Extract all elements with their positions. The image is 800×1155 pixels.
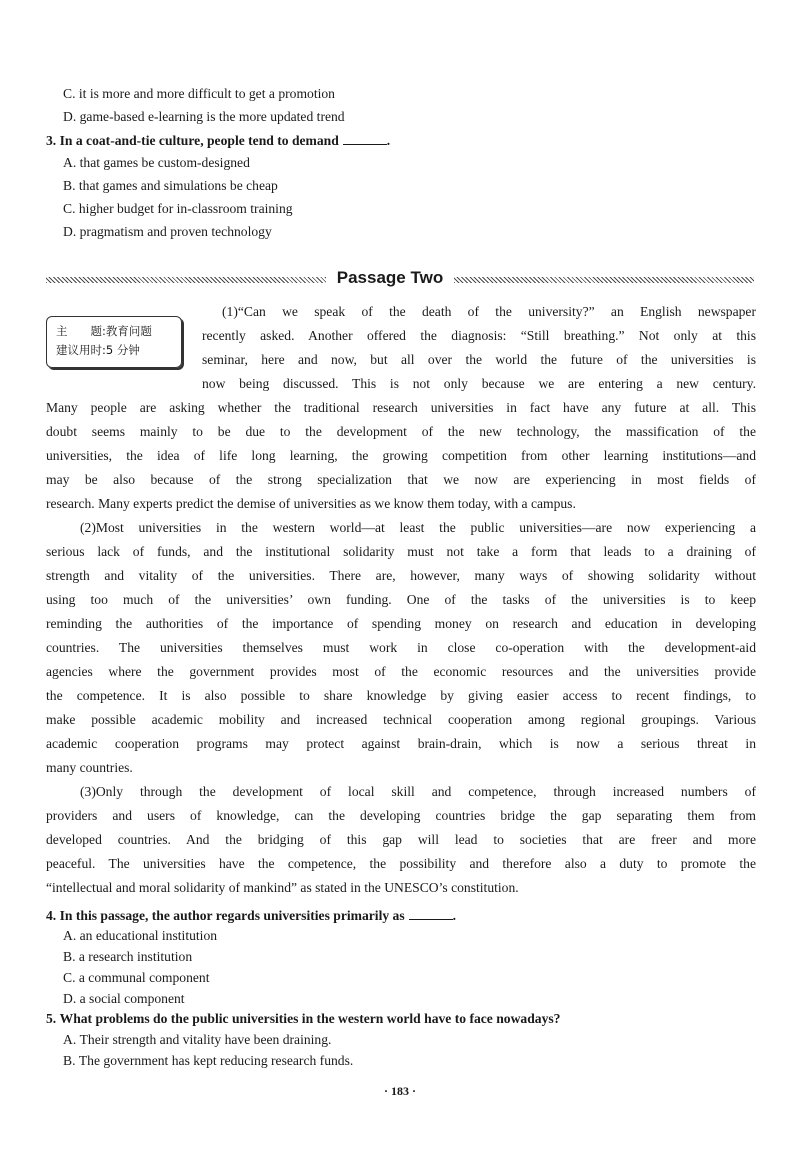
passage-line: academic cooperation programs may protect against brain-drain, which is now a serious threat in	[46, 736, 756, 751]
question-4: 4. In this passage, the author regards universities primarily as .	[46, 908, 457, 923]
passage-line: research. Many experts predict the demise of universities as we know them today, with a campus.	[46, 496, 576, 511]
q3-option-d: D. pragmatism and proven technology	[63, 224, 272, 239]
passage-line: using too much of the universities’ own funding. One of the tasks of the universities is to keep	[46, 592, 756, 607]
passage-line: peaceful. The universities have the competence, the possibility and therefore also a duty to promote the	[46, 856, 756, 871]
question-3: 3. In a coat-and-tie culture, people tend to demand .	[46, 133, 391, 148]
passage-line: universities, the idea of life long learning, the growing competition from other learning institutions—and	[46, 448, 756, 463]
passage-line: countries. The universities themselves must work in close co-operation with the development-aid	[46, 640, 756, 655]
passage-line: agencies where the government provides most of the economic resources and the universities provide	[46, 664, 756, 679]
passage-line: serious lack of funds, and the institutional solidarity must not take a form that leads to a draining of	[46, 544, 756, 559]
passage-line: (3)Only through the development of local skill and competence, through increased numbers of	[80, 784, 756, 799]
passage-line: seminar, here and now, but all over the world the future of the universities is	[202, 352, 756, 367]
passage-line: the competence. It is also possible to share knowledge by giving easier access to recent findings, to	[46, 688, 756, 703]
hatch-divider-right	[454, 277, 754, 283]
page-number: · 183 ·	[383, 1084, 416, 1098]
q2-option-c: C. it is more and more difficult to get a promotion	[63, 86, 335, 101]
q4-option-a: A. an educational institution	[63, 928, 218, 943]
section-title: Passage Two	[336, 268, 444, 287]
topic-row: 主 题:教育问题	[56, 324, 152, 338]
passage-line: (1)“Can we speak of the death of the university?” an English newspaper	[222, 304, 756, 319]
section-header	[46, 270, 756, 292]
passage-line: recently asked. Another offered the diagnosis: “Still breathing.” Not only at this	[202, 328, 756, 343]
passage-line: may be also because of the strong specialization that we now are experiencing in most fields of	[46, 472, 756, 487]
passage-line: Many people are asking whether the traditional research universities in fact have any future at all. This	[46, 400, 756, 415]
question-5: 5. What problems do the public universities in the western world have to face nowadays?	[46, 1011, 561, 1026]
q2-option-d: D. game-based e-learning is the more updated trend	[63, 109, 345, 124]
answer-blank	[409, 907, 453, 920]
q3-option-b: B. that games and simulations be cheap	[63, 178, 278, 193]
q4-option-d: D. a social component	[63, 991, 185, 1006]
q3-option-a: A. that games be custom-designed	[63, 155, 250, 170]
hatch-divider-left	[46, 277, 326, 283]
passage-line: many countries.	[46, 760, 133, 775]
topic-box	[46, 316, 182, 368]
passage-line: (2)Most universities in the western world—at least the public universities—are now experiencing a	[80, 520, 756, 535]
passage-line: reminding the authorities of the importance of spending money on research and education in developing	[46, 616, 756, 631]
q5-option-b: B. The government has kept reducing research funds.	[63, 1053, 354, 1068]
passage-line: providers and users of knowledge, can the developing countries bridge the gap separating them from	[46, 808, 756, 823]
time-row: 建议用时:5 分钟	[56, 343, 140, 357]
passage-line: developed countries. And the bridging of this gap will lead to societies that are freer and more	[46, 832, 756, 847]
passage-line: doubt seems mainly to be due to the development of the new technology, the massification of the	[46, 424, 756, 439]
passage-line: make possible academic mobility and increased technical cooperation among regional groupings. Various	[46, 712, 756, 727]
q4-option-b: B. a research institution	[63, 949, 193, 964]
passage-line: now being discussed. This is not only because we are entering a new century.	[202, 376, 756, 391]
q4-option-c: C. a communal component	[63, 970, 210, 985]
answer-blank	[343, 132, 387, 145]
passage-line: strength and vitality of the universities. There are, however, many ways of showing solidarity without	[46, 568, 756, 583]
q3-option-c: C. higher budget for in-classroom training	[63, 201, 293, 216]
passage-line: “intellectual and moral solidarity of mankind” as stated in the UNESCO’s constitution.	[46, 880, 519, 895]
q5-option-a: A. Their strength and vitality have been draining.	[63, 1032, 332, 1047]
